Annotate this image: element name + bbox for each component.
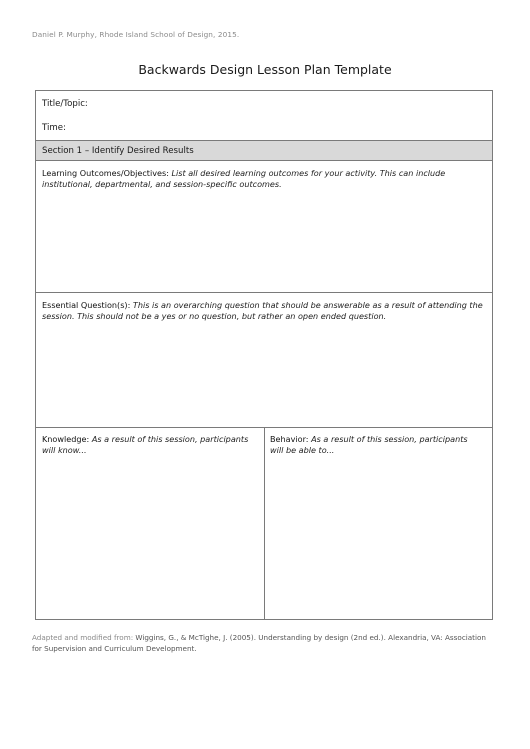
knowledge-label: Knowledge: bbox=[42, 434, 90, 444]
knowledge-field bbox=[42, 434, 254, 456]
footer-citation bbox=[32, 632, 492, 654]
learning-outcomes-instructions: List all desired learning outcomes for your activity. This can include institutional, departmental, and session-specific outcomes. bbox=[42, 168, 446, 189]
essential-questions-label: Essential Question(s): bbox=[42, 300, 131, 310]
column-divider bbox=[264, 427, 265, 619]
behavior-field bbox=[270, 434, 482, 456]
time-label: Time: bbox=[42, 123, 66, 133]
essential-questions-field bbox=[42, 300, 488, 322]
essential-questions-instructions: This is an overarching question that should be answerable as a result of attending the session. This should not be a yes or no question, but rather an open ended question. bbox=[42, 300, 483, 321]
knowledge-instructions: As a result of this session, participants will know... bbox=[42, 434, 249, 455]
divider bbox=[36, 292, 492, 293]
learning-outcomes-field bbox=[42, 168, 482, 190]
section-1-header bbox=[36, 140, 492, 161]
title-topic-label: Title/Topic: bbox=[42, 99, 88, 109]
citation-text: Wiggins, G., & McTighe, J. (2005). Understanding by design (2nd ed.). Alexandria, VA: Association for Supervision and Curriculum Development. bbox=[32, 633, 486, 653]
lesson-plan-form bbox=[35, 90, 493, 620]
section-1-label: Section 1 – Identify Desired Results bbox=[42, 146, 194, 156]
page-title: Backwards Design Lesson Plan Template bbox=[138, 62, 392, 77]
behavior-instructions: As a result of this session, participants will be able to... bbox=[270, 434, 468, 455]
learning-outcomes-label: Learning Outcomes/Objectives: bbox=[42, 168, 169, 178]
behavior-label: Behavior: bbox=[270, 434, 309, 444]
author-credit: Daniel P. Murphy, Rhode Island School of Design, 2015. bbox=[32, 30, 240, 39]
footer-lead: Adapted and modified from: bbox=[32, 633, 134, 642]
